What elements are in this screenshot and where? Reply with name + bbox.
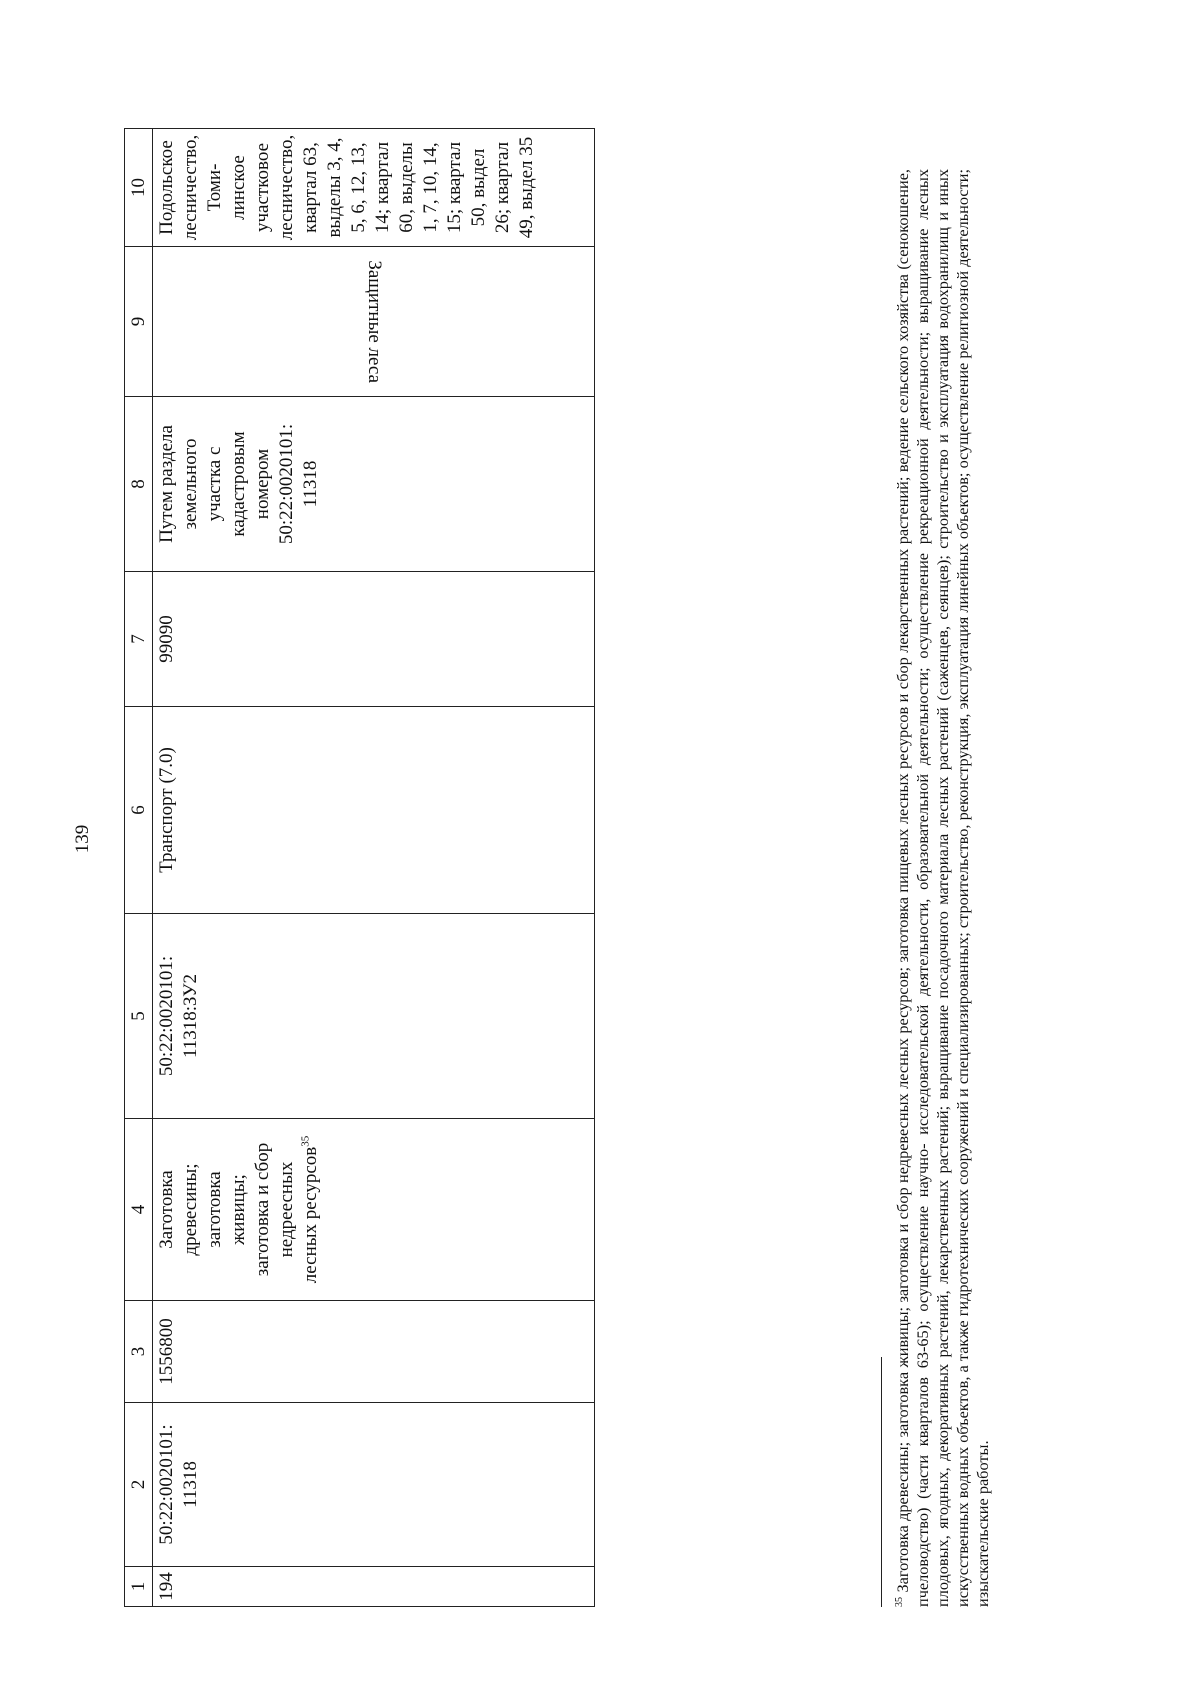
footnote-marker: 35 bbox=[894, 1597, 905, 1607]
header-cell: 10 bbox=[125, 129, 153, 247]
cell-source-cadastral-number bbox=[153, 1403, 595, 1567]
table-row bbox=[153, 129, 595, 1607]
header-cell: 3 bbox=[125, 1301, 153, 1403]
cell-text: 194 bbox=[156, 1572, 177, 1601]
header-cell: 1 bbox=[125, 1567, 153, 1607]
cell-location bbox=[153, 129, 595, 247]
footnote-divider bbox=[881, 1357, 882, 1607]
cell-text: Путем раздела земельного участка с кадастровым номером 50:22:0020101: 11318 bbox=[156, 423, 321, 545]
cell-new-area bbox=[153, 572, 595, 707]
cell-text: Транспорт (7.0) bbox=[156, 747, 177, 873]
cell-new-plot-number bbox=[153, 914, 595, 1119]
cell-use-type bbox=[153, 707, 595, 914]
cell-text: 50:22:0020101: 11318 bbox=[156, 1424, 201, 1545]
footnote-text: Заготовка древесины; заготовка живицы; заготовка и сбор недревесных лесных ресурсов; заготовка пищевых лесных ресурсов и сбор лекарственных растений; ведение сельского хозяйства (сенокошение, пчеловодство) (части кварталов 63-65); осуществление научно- исследовательской деятельности, образовательной деятельности; осуществление рекреационной деятельности; выращивание лесных плодовых, ягодных, декоративных растений, лекарственных растений; выращивание посадочного материала лесных растений (саженцев, сеянцев); строительство и эксплуатация водохранилищ и иных искусственных водных объектов, а также гидротехнических сооружений и специализированных; строительство, реконструкция, эксплуатация линейных объектов; осуществление религиозной деятельности; изыскательские работы. bbox=[893, 169, 992, 1607]
cell-permitted-use bbox=[153, 1119, 595, 1301]
cell-text: Подольское лесничество, Томи- линское участковое лесничество, квартал 63, выделы 3, 4, 5, 6, 12, 13, 14; квартал 60, выделы 1, 7, 10, 14, 15; квартал 50, выдел 26; квартал 49, выдел 35 bbox=[156, 134, 537, 241]
land-plot-table-wrap bbox=[124, 128, 595, 1607]
header-cell: 7 bbox=[125, 572, 153, 707]
cell-text: 99090 bbox=[156, 615, 177, 663]
cell-text: 50:22:0020101: 11318:ЗУ2 bbox=[156, 955, 201, 1077]
header-cell: 8 bbox=[125, 397, 153, 572]
cell-text: Заготовка древесины; заготовка живицы; заготовка и сбор недреесных лесных ресурсов bbox=[156, 1142, 321, 1284]
header-cell: 4 bbox=[125, 1119, 153, 1301]
cell-formation-method bbox=[153, 397, 595, 572]
cell-forest-category bbox=[153, 247, 595, 397]
cell-text: 1556800 bbox=[156, 1318, 177, 1385]
table-header-row bbox=[125, 129, 153, 1607]
header-cell: 5 bbox=[125, 914, 153, 1119]
land-plot-table bbox=[124, 128, 595, 1607]
cell-row-number bbox=[153, 1567, 595, 1607]
header-cell: 6 bbox=[125, 707, 153, 914]
page-number: 139 bbox=[72, 824, 93, 854]
header-cell: 2 bbox=[125, 1403, 153, 1567]
footnote-reference: 35 bbox=[299, 1135, 312, 1147]
cell-area bbox=[153, 1301, 595, 1403]
header-cell: 9 bbox=[125, 247, 153, 397]
cell-text: Защитные леса bbox=[363, 260, 385, 383]
footnote bbox=[893, 169, 993, 1607]
